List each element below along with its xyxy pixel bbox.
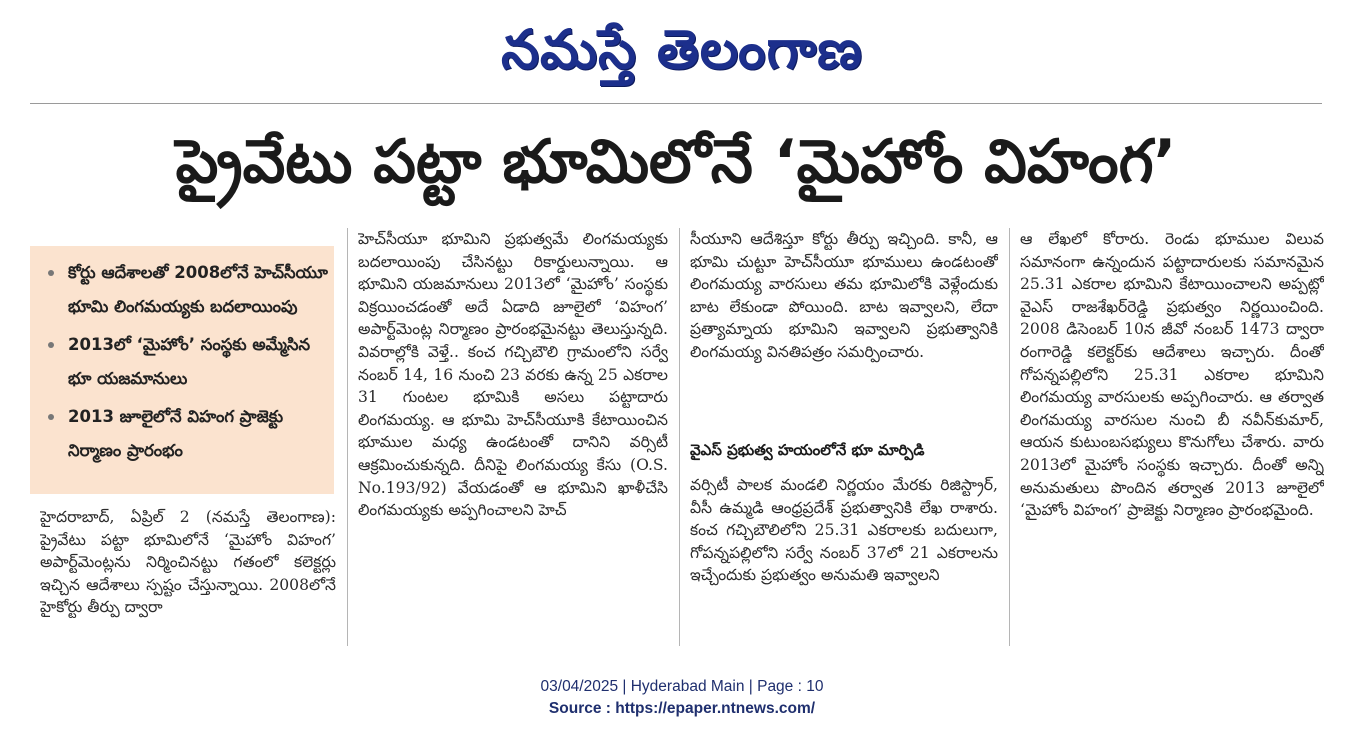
highlight-item — [48, 400, 328, 468]
article-column-1 — [40, 506, 336, 646]
article-column-4 — [1020, 228, 1324, 648]
article-column-3-top — [690, 228, 998, 418]
article-column-2 — [358, 228, 668, 648]
body-paragraph: సీయూని ఆదేశిస్తూ కోర్టు తీర్పు ఇచ్చింది. కానీ, ఆ భూమి చుట్టూ హెచ్‌సీయూ భూములు ఉండటంతో లింగమయ్య వారసులు తమ భూమిలోకి వెళ్లేందుకు బాట లేకుండా పోయింది. బాట ఇవ్వాలని, లేదా ప్రత్యామ్నాయ భూమిని ఇవ్వాలని ప్రభుత్వానికి లింగమయ్య వినతిపత్రం సమర్పించారు. — [690, 230, 998, 361]
newspaper-logo: నమస్తే తెలంగాణ — [501, 18, 863, 81]
body-paragraph: వర్సిటీ పాలక మండలి నిర్ణయం మేరకు రిజిస్ట్రార్, వీసీ ఉమ్మడి ఆంధ్రప్రదేశ్ ప్రభుత్వానికి లేఖ రాశారు. కంచ గచ్చిబౌలిలోని 25.31 ఎకరాలకు బదులుగా, గోపన్నపల్లిలోని సర్వే నంబర్ 37లో 21 ఎకరాలను ఇచ్చేందుకు ప్రభుత్వం అనుమతి ఇవ్వాలని — [690, 476, 998, 585]
highlight-item — [48, 328, 328, 396]
article-column-3-bottom — [690, 474, 998, 644]
article-subheading: వైఎస్ ప్రభుత్వ హయంలోనే భూ మార్పిడి — [690, 441, 925, 459]
highlight-item — [48, 256, 328, 324]
body-paragraph: హైదరాబాద్, ఏప్రిల్ 2 (నమస్తే తెలంగాణ): ప్రైవేటు పట్టా భూమిలోనే ‘మైహోం విహంగ’ అపార్ట్‌మెంట్లను నిర్మించినట్టు గతంలో కలెక్టర్లు ఇచ్చిన ఆదేశాలు స్పష్టం చేస్తున్నాయి. 2008లోనే హైకోర్టు తీర్పు ద్వారా — [40, 508, 336, 617]
highlight-text: 2013 జూలైలోనే విహంగ ప్రాజెక్టు నిర్మాణం ప్రారంభం — [68, 407, 284, 460]
column-divider — [347, 228, 348, 646]
article-headline: ప్రైవేటు పట్టా భూమిలోనే ‘మైహోం విహంగ’ — [175, 127, 1177, 197]
bullet-icon — [48, 342, 54, 348]
bullet-icon — [48, 270, 54, 276]
body-paragraph: హెచ్‌సీయూ భూమిని ప్రభుత్వమే లింగమయ్యకు బదలాయింపు చేసినట్టు రికార్డులున్నాయి. ఆ భూమిని యజమానులు 2013లో ‘మైహోం’ సంస్థకు విక్రయించడంతో అదే ఏడాది జూలైలో ‘విహంగ’ అపార్ట్‌మెంట్ల నిర్మాణం ప్రారంభమైనట్టు తెలుస్తున్నది. వివరాల్లోకి వెళ్తే.. కంచ గచ్చిబౌలి గ్రామంలోని సర్వే నంబర్ 14, 16 నుంచి 23 వరకు ఉన్న 25 ఎకరాల 31 గుంటల భూమికి అసలు పట్టాదారు లింగమయ్య. ఆ భూమి హెచ్‌సీయూకి కేటాయించిన భూముల మధ్య ఉండటంతో దానిని వర్సిటీ ఆక్రమించుకున్నది. దీనిపై లింగమయ్య కేసు (O.S. No.193/92) వేయడంతో ఆ భూమిని ఖాళీచేసి లింగమయ్యకు అప్పగించాలని హెచ్ — [358, 230, 668, 520]
column-divider — [679, 228, 680, 646]
column-divider — [1009, 228, 1010, 646]
edition-info: 03/04/2025 | Hyderabad Main | Page : 10 — [540, 678, 824, 695]
masthead-divider — [30, 103, 1322, 104]
source-link[interactable]: Source : https://epaper.ntnews.com/ — [548, 700, 816, 717]
page-footer — [0, 676, 1364, 720]
body-paragraph: ఆ లేఖలో కోరారు. రెండు భూముల విలువ సమానంగా ఉన్నందున పట్టాదారులకు సమానమైన 25.31 ఎకరాల భూమిని కేటాయించాలని అప్పట్లో వైఎస్ రాజశేఖర్‌రెడ్డి ప్రభుత్వం నిర్ణయించింది. 2008 డిసెంబర్ 10న జీవో నంబర్ 1473 ద్వారా రంగారెడ్డి కలెక్టర్‌కు ఆదేశాలు ఇచ్చారు. దీంతో గోపన్నపల్లిలోని 25.31 ఎకరాల భూమిని లింగమయ్య వారసులకు అప్పగించారు. ఆ తర్వాత లింగమయ్య వారసుల నుంచి బీ నవీన్‌కుమార్, ఆయన కుటుంబసభ్యులు కొనుగోలు చేశారు. వారు 2013లో మైహోం సంస్థకు ఇచ్చారు. దీంతో అన్ని అనుమతులు పొందిన తర్వాత 2013 జూలైలో ‘మైహోం విహంగ’ ప్రాజెక్టు నిర్మాణం ప్రారంభమైంది. — [1020, 230, 1324, 520]
masthead — [0, 0, 1364, 100]
highlights-box — [30, 246, 334, 494]
highlight-text: 2013లో ‘మైహోం’ సంస్థకు అమ్మేసిన భూ యజమానులు — [68, 335, 311, 388]
bullet-icon — [48, 414, 54, 420]
highlight-text: కోర్టు ఆదేశాలతో 2008లోనే హెచ్‌సీయూ భూమి లింగమయ్యకు బదలాయింపు — [68, 263, 328, 316]
